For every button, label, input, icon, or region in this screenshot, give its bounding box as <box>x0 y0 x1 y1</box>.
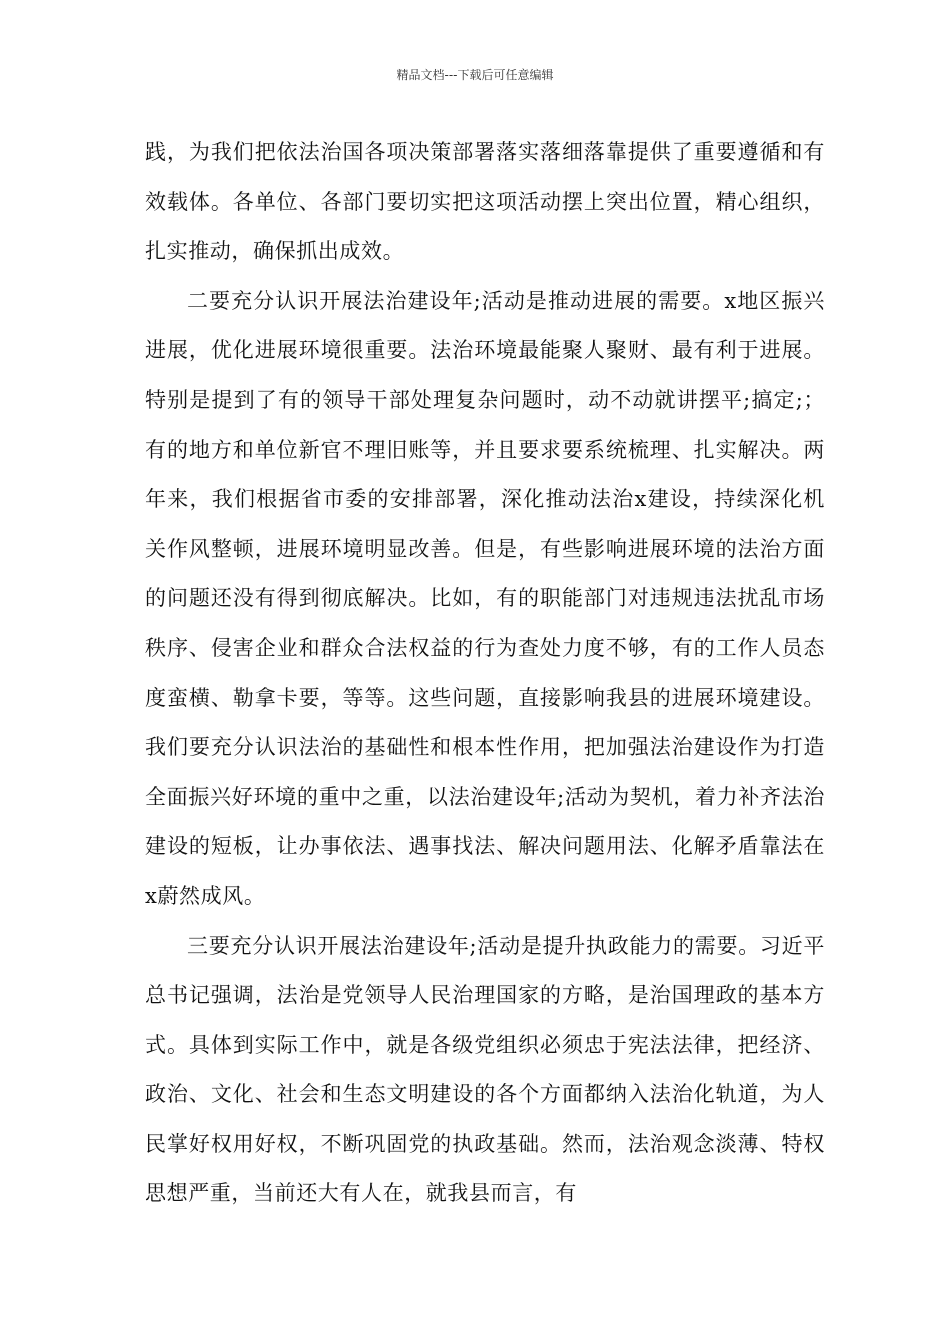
document-body <box>145 128 825 1219</box>
paragraph-continuation: 践，为我们把依法治国各项决策部署落实落细落靠提供了重要遵循和有效载体。各单位、各部门要切实把这项活动摆上突出位置，精心组织，扎实推动，确保抓出成效。 <box>145 140 825 264</box>
paragraph-third-point: 三要充分认识开展法治建设年;活动是提升执政能力的需要。习近平总书记强调，法治是党领导人民治理国家的方略，是治国理政的基本方式。具体到实际工作中，就是各级党组织必须忠于宪法法律，把经济、政治、文化、社会和生态文明建设的各个方面都纳入法治化轨道，为人民掌好权用好权，不断巩固党的执政基础。然而，法治观念淡薄、特权思想严重，当前还大有人在，就我县而言，有 <box>145 933 825 1206</box>
page-header: 精品文档---下载后可任意编辑 <box>396 68 554 82</box>
paragraph-second-point: 二要充分认识开展法治建设年;活动是推动进展的需要。x地区振兴进展，优化进展环境很重要。法治环境最能聚人聚财、最有利于进展。特别是提到了有的领导干部处理复杂问题时，动不动就讲摆平;搞定;；有的地方和单位新官不理旧账等，并且要求要系统梳理、扎实解决。两年来，我们根据省市委的安排部署，深化推动法治x建设，持续深化机关作风整顿，进展环境明显改善。但是，有些影响进展环境的法治方面的问题还没有得到彻底解决。比如，有的职能部门对违规违法扰乱市场秩序、侵害企业和群众合法权益的行为查处力度不够，有的工作人员态度蛮横、勒拿卡要，等等。这些问题，直接影响我县的进展环境建设。我们要充分认识法治的基础性和根本性作用，把加强法治建设作为打造全面振兴好环境的重中之重，以法治建设年;活动为契机，着力补齐法治建设的短板，让办事依法、遇事找法、解决问题用法、化解矛盾靠法在x蔚然成风。 <box>145 288 825 908</box>
